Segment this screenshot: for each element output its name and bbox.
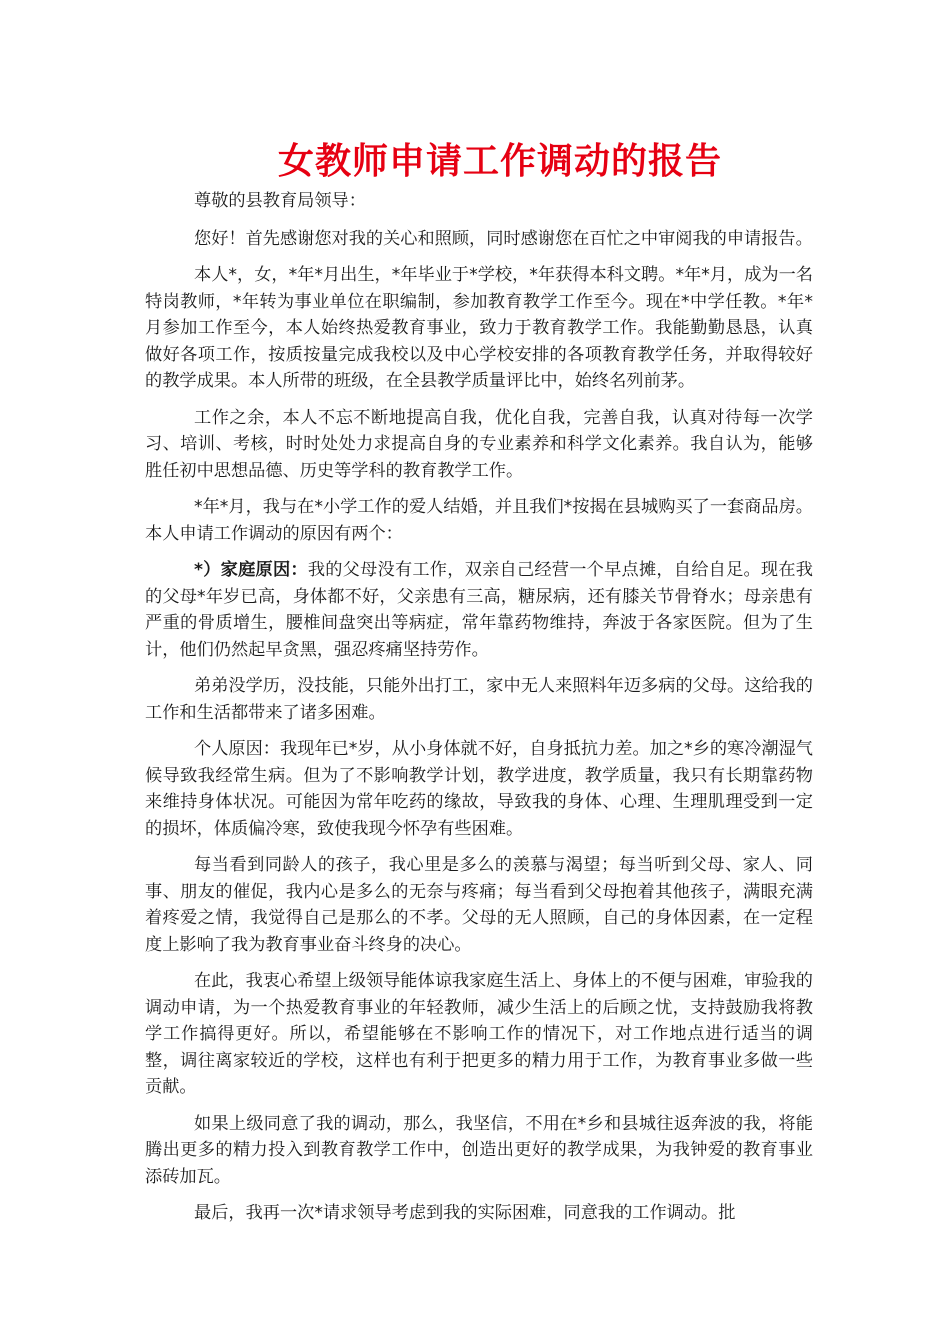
paragraph-family-reason: *）家庭原因：我的父母没有工作，双亲自己经营一个早点摊，自给自足。现在我的父母*年岁已高，身体都不好，父亲患有三高，糖尿病，还有膝关节骨脊水；母亲患有严重的骨质增生，腰椎间盘突出等病症，常年靠药物维持，奔波于各家医院。但为了生计，他们仍然起早贪黑，强忍疼痛坚持劳作。 <box>145 560 813 660</box>
paragraph-greeting: 您好！首先感谢您对我的关心和照顾，同时感谢您在百忙之中审阅我的申请报告。 <box>194 228 813 249</box>
paragraph-personal-reason: 个人原因：我现年已*岁，从小身体就不好，自身抵抗力差。加之*乡的寒冷潮湿气候导致我经常生病。但为了不影响教学计划，教学进度，教学质量，我只有长期靠药物来维持身体状况。可能因为常年吃药的缘故，导致我的身体、心理、生理肌理受到一定的损坏，体质偏冷寒，致使我现今怀孕有些困难。 <box>145 739 813 839</box>
family-reason-heading: *）家庭原因： <box>194 560 308 580</box>
paragraph-commitment: 如果上级同意了我的调动，那么，我坚信，不用在*乡和县城往返奔波的我，将能腾出更多的精力投入到教育教学工作中，创造出更好的教学成果，为我钟爱的教育事业添砖加瓦。 <box>145 1113 813 1187</box>
document-body <box>145 188 813 1237</box>
paragraph-marriage-reasons: *年*月，我与在*小学工作的爱人结婚，并且我们*按揭在县城购买了一套商品房。本人申请工作调动的原因有两个： <box>145 497 813 544</box>
document-title: 女教师申请工作调动的报告 <box>277 140 722 182</box>
paragraph-closing: 最后，我再一次*请求领导考虑到我的实际困难，同意我的工作调动。批 <box>194 1203 736 1223</box>
paragraph-self-improvement: 工作之余，本人不忘不断地提高自我，优化自我，完善自我，认真对待每一次学习、培训、考核，时时处处力求提高自身的专业素养和科学文化素养。我自认为，能够胜任初中思想品德、历史等学科的教育教学工作。 <box>145 407 813 481</box>
paragraph-self-introduction: 本人*，女，*年*月出生，*年毕业于*学校，*年获得本科文聘。*年*月，成为一名特岗教师，*年转为事业单位在职编制，参加教育教学工作至今。现在*中学任教。*年*月参加工作至今，本人始终热爱教育事业，致力于教育教学工作。我能勤勤恳恳，认真做好各项工作，按质按量完成我校以及中心学校安排的各项教育教学任务，并取得较好的教学成果。本人所带的班级，在全县教学质量评比中，始终名列前茅。 <box>145 265 813 391</box>
paragraph-feelings: 每当看到同龄人的孩子，我心里是多么的羡慕与渴望；每当听到父母、家人、同事、朋友的催促，我内心是多么的无奈与疼痛；每当看到父母抱着其他孩子，满眼充满着疼爱之情，我觉得自己是那么的不孝。父母的无人照顾，自己的身体因素，在一定程度上影响了我为教育事业奋斗终身的决心。 <box>145 855 813 955</box>
paragraph-request: 在此，我衷心希望上级领导能体谅我家庭生活上、身体上的不便与困难，审验我的调动申请，为一个热爱教育事业的年轻教师，减少生活上的后顾之忧，支持鼓励我将教学工作搞得更好。所以，希望能够在不影响工作的情况下，对工作地点进行适当的调整，调往离家较近的学校，这样也有利于把更多的精力用于工作，为教育事业多做一些贡献。 <box>145 971 813 1097</box>
salutation: 尊敬的县教育局领导： <box>194 191 366 211</box>
paragraph-brother: 弟弟没学历，没技能，只能外出打工，家中无人来照料年迈多病的父母。这给我的工作和生活都带来了诸多困难。 <box>145 676 813 723</box>
